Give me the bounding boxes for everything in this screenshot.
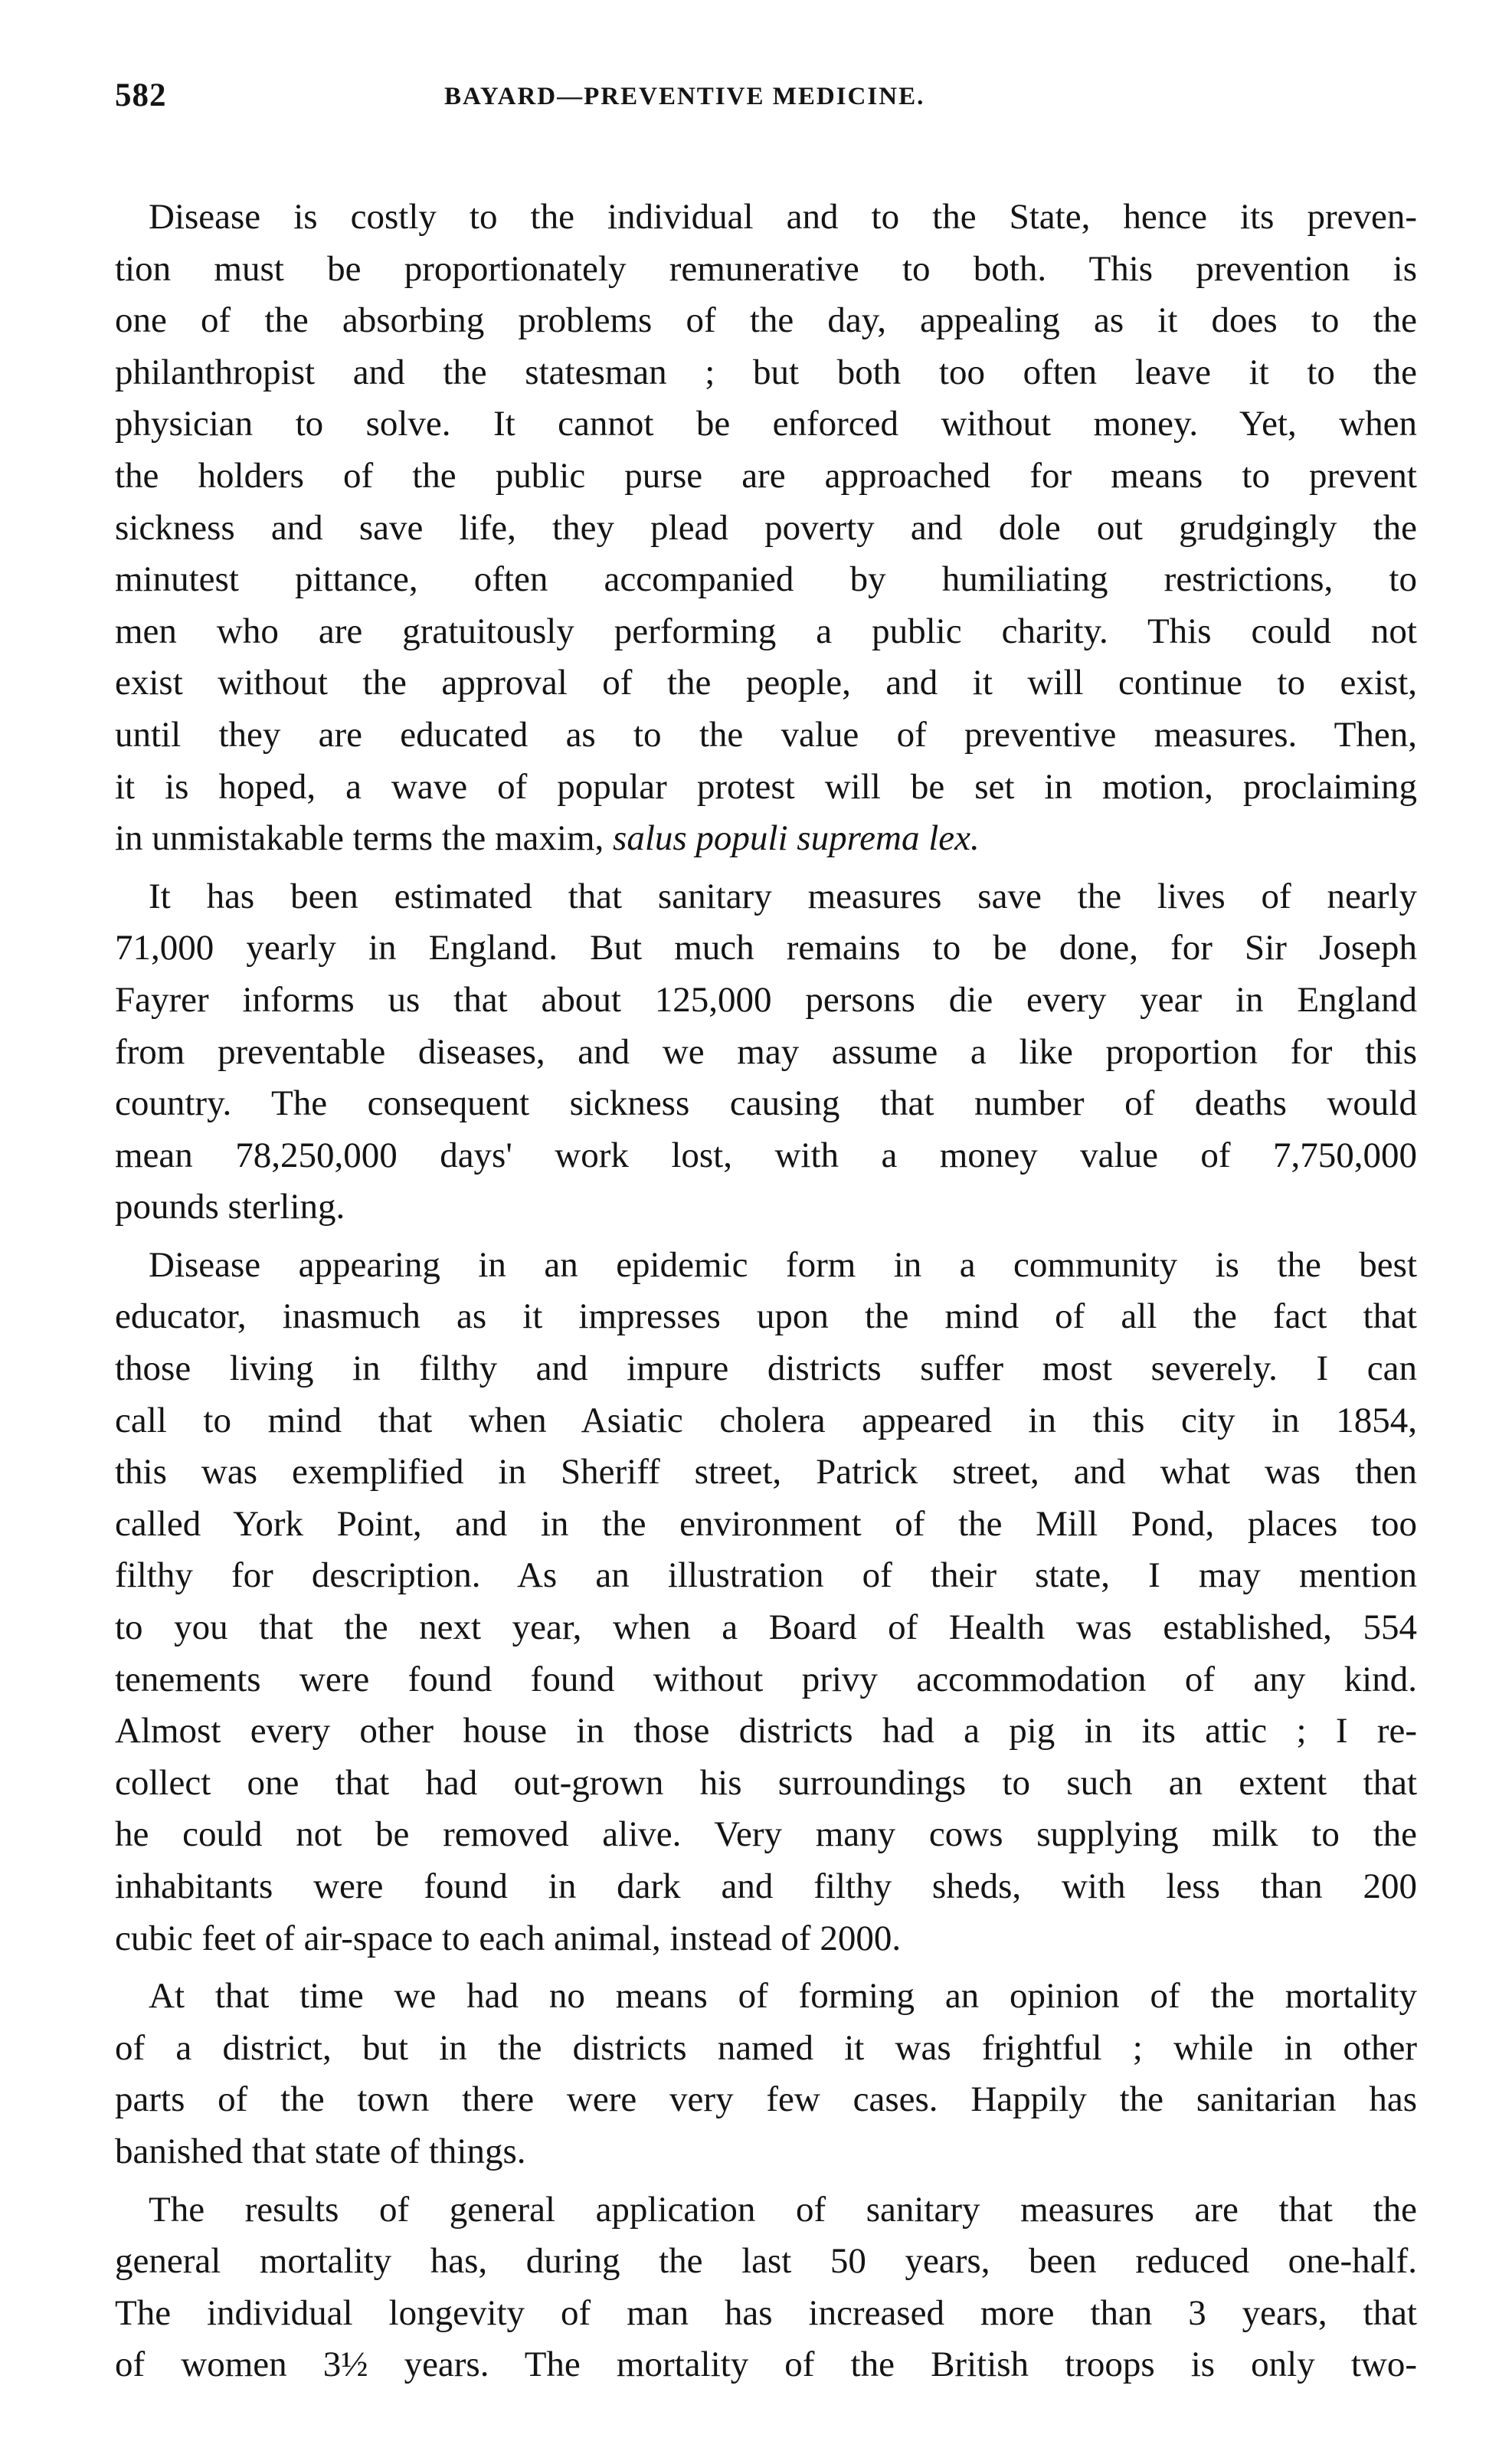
- text-line: until they are educated as to the value of preventive measures. Then,: [115, 714, 1417, 755]
- text-line: tenements were found found without privy accommodation of any kind.: [115, 1659, 1417, 1699]
- text-line: The results of general application of sanitary measures are that the: [149, 2189, 1417, 2230]
- text-line: it is hoped, a wave of popular protest will be set in motion, proclaiming: [115, 766, 1417, 807]
- text-line: filthy for description. As an illustration of their state, I may mention: [115, 1555, 1417, 1596]
- text-line: exist without the approval of the people, and it will continue to exist,: [115, 663, 1417, 703]
- text-line: to you that the next year, when a Board of Health was established, 554: [115, 1607, 1417, 1648]
- text-line: philanthropist and the statesman ; but both too often leave it to the: [115, 352, 1417, 392]
- text-line: tion must be proportionately remunerative to both. This prevention is: [115, 248, 1417, 289]
- text-line: the holders of the public purse are approached for means to prevent: [115, 455, 1417, 496]
- text-line: [115, 813, 1417, 865]
- text-line: 71,000 yearly in England. But much remains to be done, for Sir Joseph: [115, 928, 1417, 968]
- paragraph: [115, 1240, 1417, 1964]
- text-line: call to mind that when Asiatic cholera appeared in this city in 1854,: [115, 1400, 1417, 1440]
- page-number: 582: [115, 77, 167, 113]
- text-line: It has been estimated that sanitary measures save the lives of nearly: [149, 876, 1417, 916]
- body-text: [115, 192, 1417, 2391]
- text-line: Fayrer informs us that about 125,000 persons die every year in England: [115, 979, 1417, 1020]
- text-line: those living in filthy and impure districts suffer most severely. I can: [115, 1348, 1417, 1389]
- text-line: of women 3½ years. The mortality of the British troops is only two-: [115, 2345, 1417, 2385]
- book-page: [115, 77, 1417, 2391]
- text-line: this was exemplified in Sheriff street, Patrick street, and what was then: [115, 1452, 1417, 1493]
- paragraph: [115, 2184, 1417, 2391]
- text-line: banished that state of things.: [115, 2131, 526, 2171]
- text-line: educator, inasmuch as it impresses upon the mind of all the fact that: [115, 1296, 1417, 1337]
- paragraph: [115, 871, 1417, 1234]
- text-line: pounds sterling.: [115, 1187, 345, 1227]
- text-line: The individual longevity of man has increased more than 3 years, that: [115, 2292, 1417, 2333]
- text-line: from preventable diseases, and we may assume a like proportion for this: [115, 1031, 1417, 1072]
- text-line: called York Point, and in the environment of the Mill Pond, places too: [115, 1503, 1417, 1544]
- text-line: he could not be removed alive. Very many cows supplying milk to the: [115, 1814, 1417, 1855]
- text-line: men who are gratuitously performing a public charity. This could not: [115, 611, 1417, 651]
- text-line: sickness and save life, they plead poverty and dole out grudgingly the: [115, 507, 1417, 548]
- text-line: country. The consequent sickness causing that number of deaths would: [115, 1083, 1417, 1124]
- text-line: collect one that had out-grown his surroundings to such an extent that: [115, 1762, 1417, 1803]
- running-head: BAYARD—PREVENTIVE MEDICINE.: [444, 83, 925, 110]
- text-line: Almost every other house in those districts had a pig in its attic ; I re-: [115, 1711, 1417, 1751]
- text-line: of a district, but in the districts named it was frightful ; while in other: [115, 2027, 1417, 2068]
- text-line: Disease is costly to the individual and to the State, hence its preven-: [149, 197, 1417, 237]
- text-line: cubic feet of air-space to each animal, instead of 2000.: [115, 1918, 902, 1958]
- text-line: parts of the town there were very few cases. Happily the sanitarian has: [115, 2079, 1417, 2120]
- paragraph: [115, 192, 1417, 865]
- text-line: general mortality has, during the last 50 years, been reduced one-half.: [115, 2241, 1417, 2282]
- text-line: physician to solve. It cannot be enforced without money. Yet, when: [115, 404, 1417, 444]
- text-span: in unmistakable terms the maxim,: [115, 818, 614, 859]
- paragraph: [115, 1971, 1417, 2177]
- page-header: [115, 77, 1417, 130]
- text-line: mean 78,250,000 days' work lost, with a money value of 7,750,000: [115, 1135, 1417, 1175]
- text-line: Disease appearing in an epidemic form in a community is the best: [149, 1244, 1417, 1285]
- text-line: minutest pittance, often accompanied by humiliating restrictions, to: [115, 559, 1417, 600]
- text-line: inhabitants were found in dark and filthy sheds, with less than 200: [115, 1866, 1417, 1906]
- text-line: one of the absorbing problems of the day, appealing as it does to the: [115, 300, 1417, 341]
- latin-maxim: salus populi suprema lex.: [613, 818, 980, 859]
- text-line: At that time we had no means of forming an opinion of the mortality: [149, 1976, 1417, 2017]
